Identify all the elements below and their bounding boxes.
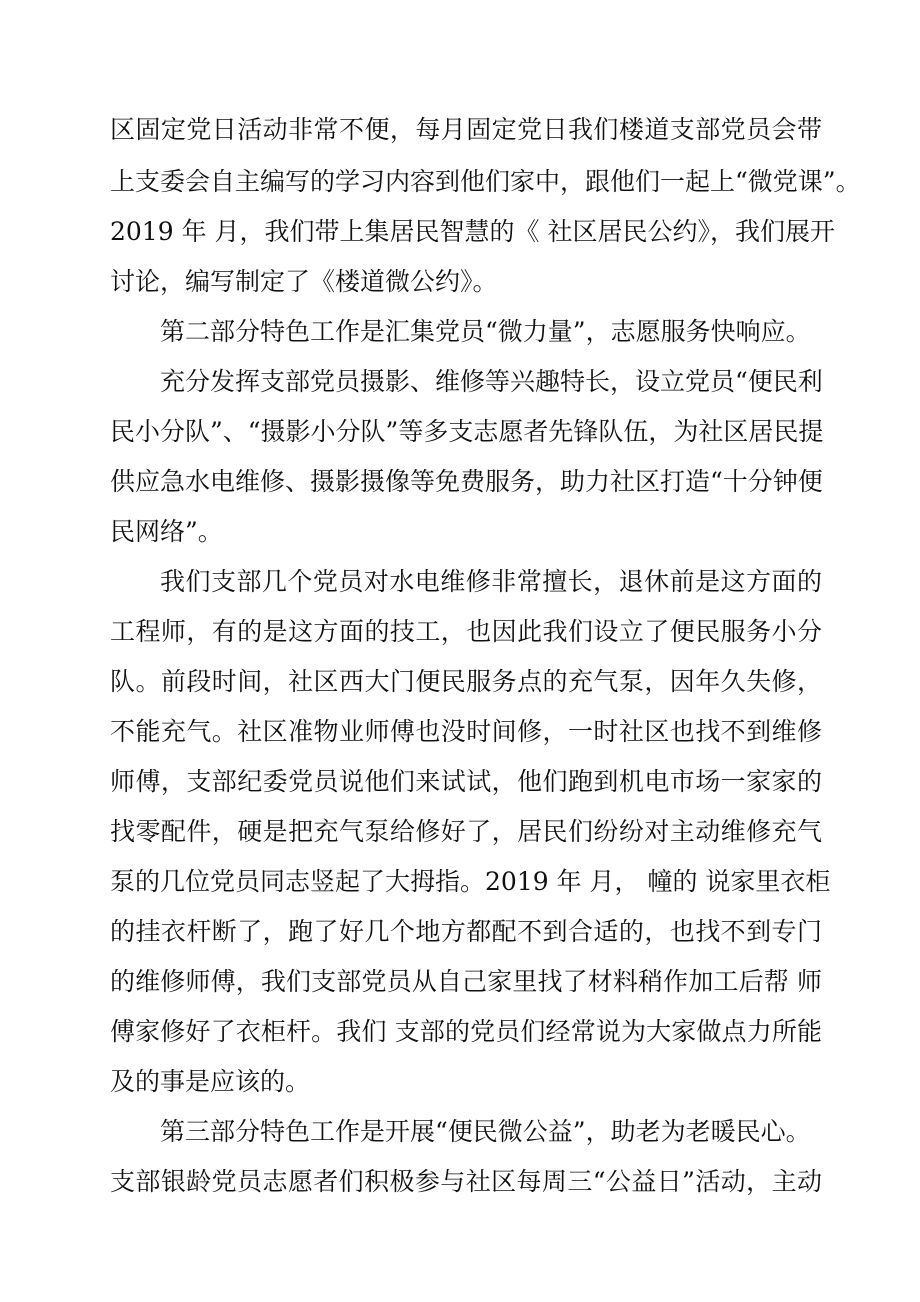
text-line: 及的事是应该的。	[110, 1067, 311, 1096]
text-line: 供应急水电维修、摄影摄像等免费服务，助力社区打造“十分钟便	[110, 467, 823, 496]
text-line: 民小分队”、“摄影小分队”等多支志愿者先锋队伍，为社区居民提	[110, 417, 824, 446]
text-line: 找零配件，硬是把充气泵给修好了，居民们纷纷对主动维修充气	[110, 817, 822, 846]
text-line: 讨论，编写制定了《楼道微公约》。	[110, 267, 498, 296]
text-line: 队。前段时间，社区西大门便民服务点的充气泵，因年久失修，	[110, 667, 822, 696]
text-line: 傅家修好了衣柜杆。我们 支部的党员们经常说为大家做点力所能	[110, 1017, 822, 1046]
text-line: 不能充气。社区准物业师傅也没时间修，一时社区也找不到维修	[110, 717, 822, 746]
text-line: 工程师，有的是这方面的技工，也因此我们设立了便民服务小分	[110, 617, 822, 646]
text-line: 上支委会自主编写的学习内容到他们家中，跟他们一起上“微党课”。	[110, 167, 861, 196]
text-line: 泵的几位党员同志竖起了大拇指。2019 年 月， 幢的 说家里衣柜	[110, 867, 831, 896]
text-line: 支部银龄党员志愿者们积极参与社区每周三“公益日”活动，主动	[110, 1167, 822, 1196]
section-heading-2: 第二部分特色工作是汇集党员“微力量”，志愿服务快响应。	[160, 317, 811, 346]
text-line: 师傅，支部纪委党员说他们来试试，他们跑到机电市场一家家的	[110, 767, 822, 796]
text-line: 我们支部几个党员对水电维修非常擅长，退休前是这方面的	[160, 567, 822, 596]
text-line: 区固定党日活动非常不便，每月固定党日我们楼道支部党员会带	[110, 115, 822, 144]
section-heading-3: 第三部分特色工作是开展“便民微公益”，助老为老暖民心。	[160, 1117, 811, 1146]
text-line: 2019 年 月，我们带上集居民智慧的《 社区居民公约》，我们展开	[110, 217, 835, 246]
text-line: 的维修师傅，我们支部党员从自己家里找了材料稍作加工后帮 师	[110, 967, 822, 996]
text-line: 民网络”。	[110, 517, 223, 546]
text-line: 充分发挥支部党员摄影、维修等兴趣特长，设立党员“便民利	[160, 367, 823, 396]
text-line: 的挂衣杆断了，跑了好几个地方都配不到合适的，也找不到专门	[110, 917, 822, 946]
